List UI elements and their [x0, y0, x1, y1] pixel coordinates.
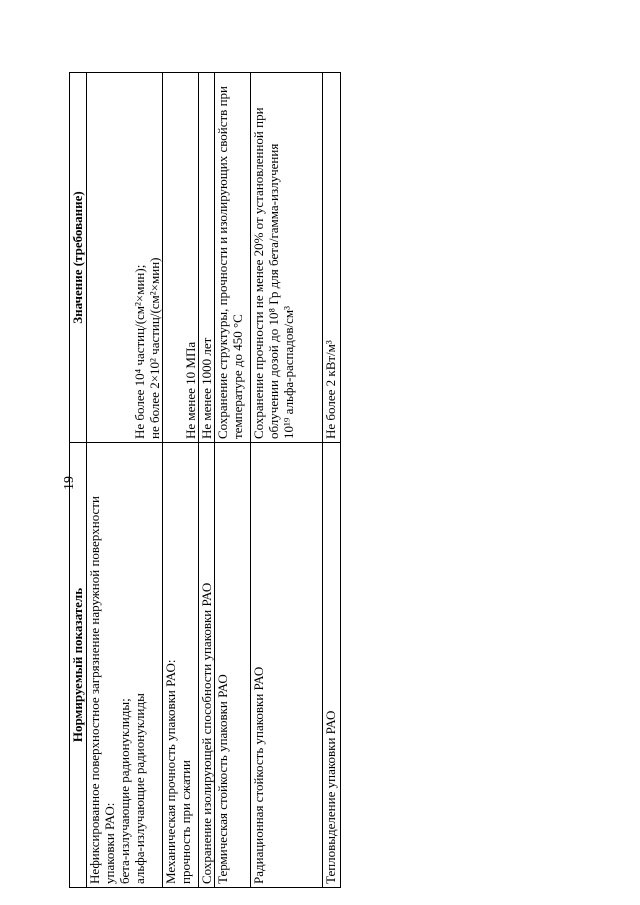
rotated-page-content	[69, 73, 338, 888]
table-row	[163, 73, 199, 888]
indicator-text: бета-излучающие радионуклиды;	[117, 698, 132, 884]
table-row	[87, 73, 163, 888]
indicator-cell	[215, 443, 251, 888]
indicator-cell	[87, 443, 163, 888]
value-text: Не менее 10 МПа	[183, 341, 198, 439]
indicator-cell	[163, 443, 199, 888]
indicator-text: Сохранение изолирующей способности упаковки РАО	[199, 582, 214, 884]
value-text: не более 2×10² частиц/(см²×мин)	[147, 257, 162, 439]
value-cell	[87, 73, 163, 443]
value-cell	[199, 73, 215, 443]
value-cell	[323, 73, 341, 443]
table-row	[215, 73, 251, 888]
table-row	[251, 73, 323, 888]
value-text: Не более 2 кВт/м³	[323, 340, 338, 439]
indicator-text: Тепловыделение упаковки РАО	[323, 710, 338, 884]
value-cell	[163, 73, 199, 443]
indicator-cell	[251, 443, 323, 888]
value-text: Сохранение прочности не менее 20% от установленной при облучении дозой до 10⁸ Гр для бета/гамма-излучения	[251, 107, 281, 439]
value-cell	[251, 73, 323, 443]
value-text: Не менее 1000 лет	[199, 337, 214, 439]
value-text: Сохранение структуры, прочности и изолирующих свойств при температуре до 450 °С	[215, 86, 245, 439]
indicator-cell	[199, 443, 215, 888]
indicator-text: Нефиксированное поверхностное загрязнение наружной поверхности упаковки РАО:	[87, 496, 117, 884]
page-number: 19	[62, 476, 77, 490]
value-cell	[215, 73, 251, 443]
table-row	[323, 73, 341, 888]
indicator-text: альфа-излучающие радионуклиды	[132, 693, 147, 884]
column-header-indicator: Нормируемый показатель	[70, 443, 87, 888]
value-text: Не более 10⁴ частиц/(см²×мин);	[132, 264, 147, 439]
indicator-text: Механическая прочность упаковки РАО:	[163, 659, 178, 884]
requirements-table	[69, 72, 341, 888]
indicator-text: Радиационная стойкость упаковки РАО	[251, 666, 266, 884]
table-header-row	[70, 73, 87, 888]
indicator-text: Термическая стойкость упаковки РАО	[215, 674, 230, 884]
indicator-text: прочность при сжатии	[178, 759, 193, 884]
indicator-cell	[323, 443, 341, 888]
table-row	[199, 73, 215, 888]
value-text: 10¹⁹ альфа-распадов/см³	[281, 305, 296, 439]
column-header-value: Значение (требование)	[70, 73, 87, 443]
